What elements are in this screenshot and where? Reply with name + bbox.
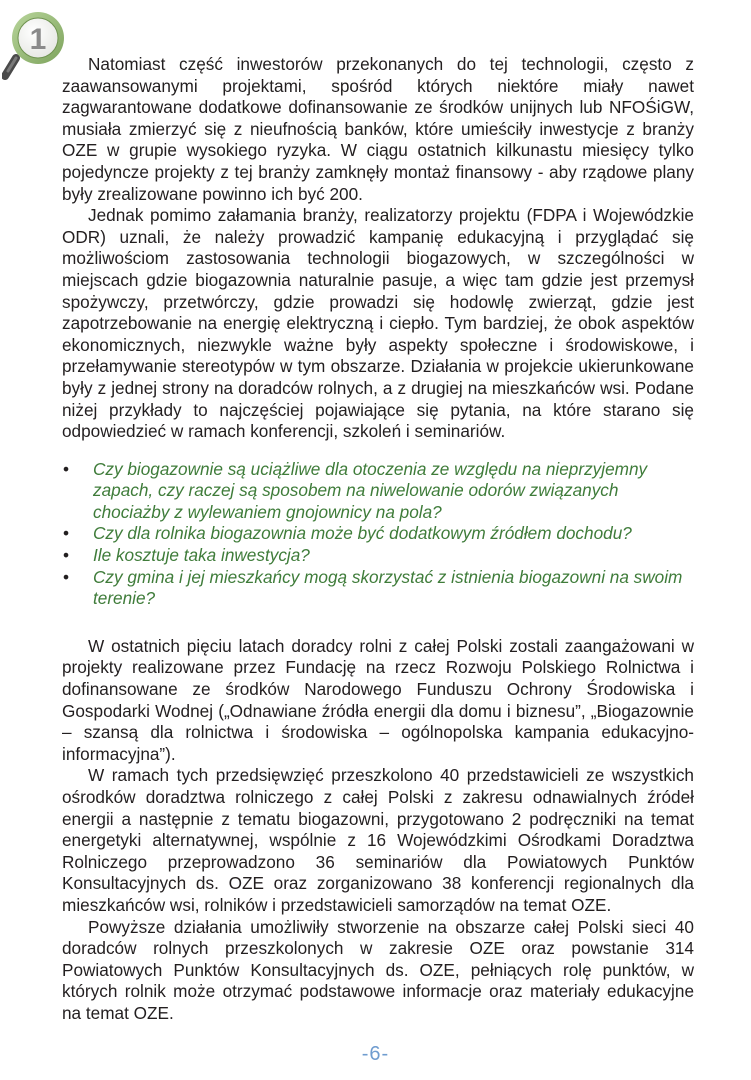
- question-item: [62, 459, 694, 524]
- badge-number: 1: [29, 23, 47, 56]
- paragraph: Jednak pomimo załamania branży, realizatorzy projektu (FDPA i Wojewódzkie ODR) uznali, że należy prowadzić kampanię edukacyjną i przyglądać się możliwościom zastosowania technologii biogazowych, w szczególności w miejscach gdzie biogazownia naturalnie pasuje, a więc tam gdzie jest przemysł spożywczy, przetwórczy, gdzie prowadzi się hodowlę zwierząt, gdzie jest zapotrzebowanie na energię elektryczną i ciepło. Tym bardziej, że obok aspektów ekonomicznych, niezwykle ważne były aspekty społeczne i środowiskowe, i przełamywanie stereotypów w tym obszarze. Działania w projekcie ukierunkowane były z jednej strony na doradców rolnych, a z drugiej na mieszkańców wsi. Podane niżej przykłady to najczęściej pojawiające się pytania, na które starano się odpowiedzieć w ramach konferencji, szkoleń i seminariów.: [62, 205, 694, 442]
- main-text: [62, 54, 694, 1025]
- bullet-icon: •: [63, 545, 70, 566]
- question-item: [62, 567, 694, 610]
- question-text: Czy gmina i jej mieszkańcy mogą skorzystać z istnienia biogazowni na swoim terenie?: [93, 566, 683, 609]
- paragraph: W ostatnich pięciu latach doradcy rolni z całej Polski zostali zaangażowani w projekty realizowane przez Fundację na rzecz Rozwoju Polskiego Rolnictwa i dofinansowane ze środków Narodowego Funduszu Ochrony Środowiska i Gospodarki Wodnej („Odnawiane źródła energii dla domu i biznesu”, „Biogazownie – szansą dla rolnictwa i środowiska – ogólnopolska kampania edukacyjno-informacyjna”).: [62, 635, 694, 764]
- paragraph: W ramach tych przedsięwzięć przeszkolono 40 przedstawicieli ze wszystkich ośrodków doradztwa rolniczego z całej Polski z zakresu odnawialnych źródeł energii a następnie z tematu biogazowni, przygotowano 2 podręczniki na temat energetyki alternatywnej, wspólnie z 16 Wojewódzkimi Ośrodkami Doradztwa Rolniczego przeprowadzono 36 seminariów dla Powiatowych Punktów Konsultacyjnych ds. OZE oraz zorganizowano 38 konferencji regionalnych dla mieszkańców wsi, rolników i przedstawicieli samorządów na temat OZE.: [62, 765, 694, 915]
- question-text: Czy dla rolnika biogazownia może być dodatkowym źródłem dochodu?: [93, 523, 632, 544]
- paragraph: Powyższe działania umożliwiły stworzenie na obszarze całej Polski sieci 40 doradców rolnych przeszkolonych w zakresie OZE oraz powstanie 314 Powiatowych Punktów Konsultacyjnych ds. OZE, pełniących rolę punktów, w których rolnik może otrzymać podstawowe informacje oraz materiały edukacyjne na temat OZE.: [62, 916, 694, 1023]
- bullet-icon: •: [63, 458, 70, 479]
- question-item: [62, 545, 694, 567]
- bullet-icon: •: [63, 566, 70, 587]
- page-number: -6-: [361, 1043, 390, 1065]
- bullet-icon: •: [63, 523, 70, 544]
- question-text: Ile kosztuje taka inwestycja?: [93, 545, 310, 566]
- paragraph: Natomiast część inwestorów przekonanych do tej technologii, często z zaawansowanymi projektami, spośród których niektóre miały nawet zagwarantowane dodatkowe dofinansowanie ze środków unijnych lub NFOŚiGW, musiała zmierzyć się z nieufnością banków, które umieściły inwestycje z branży OZE w grupie wysokiego ryzyka. W ciągu ostatnich kilkunastu miesięcy tylko pojedyncze projekty z tej branży zamknęły montaż finansowy - aby rządowe plany były zrealizowane powinno ich być 200.: [62, 54, 694, 204]
- question-list: [62, 459, 694, 610]
- question-item: [62, 523, 694, 545]
- question-text: Czy biogazownie są uciążliwe dla otoczenia ze względu na nieprzyjemny zapach, czy raczej są sposobem na niwelowanie odorów związanych chociażby z wylewaniem gnojownicy na pola?: [93, 458, 648, 522]
